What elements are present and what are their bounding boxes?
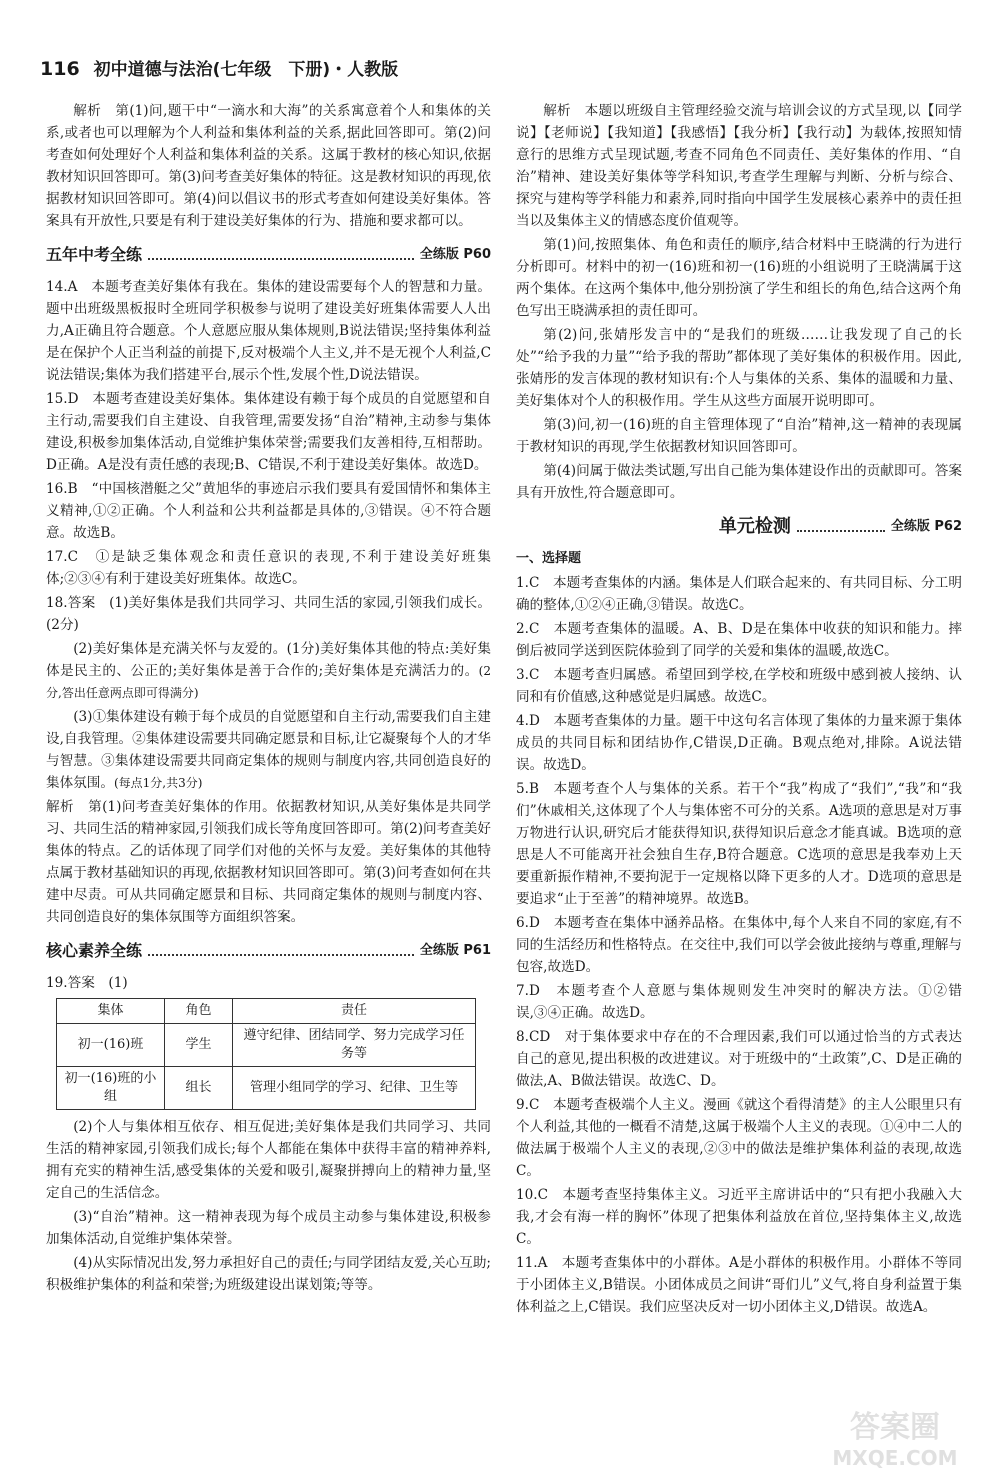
answer-2: 2.C 本题考查集体的温暖。A、B、D是在集体中收获的知识和能力。摔倒后被同学送到医院体验到了同学的关爱和集体的温暖,故选C。	[516, 621, 962, 659]
section-ref: 全练版 P62	[890, 519, 962, 534]
answer-9: 9.C 本题考查极端个人主义。漫画《就这个看得清楚》的主人公眼里只有个人利益,其他的一概看不清楚,这属于极端个人主义的表现。①④中二人的做法属于极端个人主义的表现,②③中的做法是维护集体利益的表现,故选C。	[516, 1097, 962, 1179]
answer-11: 11.A 本题考查集体中的小群体。A是小群体的积极作用。小群体不等同于小团体主义,B错误。小团体成员之间讲“哥们儿”义气,将自身利益置于集体利益之上,C错误。我们应坚决反对一切小团体主义,D错误。故选A。	[516, 1255, 962, 1315]
watermark-bottom: MXQE.COM	[832, 1446, 958, 1470]
answer-19-part4: (4)从实际情况出发,努力承担好自己的责任;与同学团结友爱,关心互助;积极维护集体的利益和荣誉;为班级建设出谋划策;等等。	[46, 1255, 491, 1293]
score-note: (2分,答出任意两点即可得满分)	[46, 664, 491, 700]
table-header: 角色	[165, 999, 233, 1024]
answer-18-head: 18.答案 (1)美好集体是我们共同学习、共同生活的家园,引领我们成长。(2分)	[46, 595, 491, 633]
responsibility-table	[56, 998, 476, 1110]
dotted-leader	[148, 954, 414, 956]
answer-18-part3: (3)①集体建设有赖于每个成员的自觉愿望和自主行动,需要我们自主建设,自我管理。②集体建设需要共同确定愿景和目标,让它凝聚每个人的才华与智慧。③集体建设需要共同商定集体的规则与制度内容,共同创造良好的集体氛围。(每点1分,共3分)	[46, 709, 491, 791]
answer-3: 3.C 本题考查归属感。希望回到学校,在学校和班级中感到被人接纳、认同和有价值感,这种感觉是归属感。故选C。	[516, 667, 962, 705]
table-cell: 遵守纪律、团结同学、努力完成学习任务等	[233, 1024, 476, 1067]
score-note: (每点1分,共3分)	[113, 776, 203, 790]
page-number: 116	[40, 58, 80, 80]
answer-4: 4.D 本题考查集体的力量。题干中这句名言体现了集体的力量来源于集体成员的共同目标和团结协作,C错误,D正确。B观点绝对,排除。A说法错误。故选D。	[516, 713, 962, 773]
analysis-paragraph: 解析 第(1)问,题干中“一滴水和大海”的关系寓意着个人和集体的关系,或者也可以理解为个人利益和集体利益的关系,据此回答即可。第(2)问考查如何处理好个人利益和集体利益的关系。这属于教材的核心知识,依据教材知识回答即可。第(3)问考查美好集体的特征。这是教材知识的再现,依据教材知识回答即可。第(4)问以倡议书的形式考查如何建设美好集体。答案具有开放性,只要是有利于建设美好集体的行为、措施和要求都可以。	[46, 103, 491, 229]
answer-8: 8.CD 对于集体要求中存在的不合理因素,我们可以通过恰当的方式表达自己的意见,提出积极的改进建议。对于班级中的“土政策”,C、D是正确的做法,A、B做法错误。故选C、D。	[516, 1029, 962, 1089]
table-row	[57, 1024, 476, 1067]
subsection-heading: 一、选择题	[516, 551, 582, 566]
section-header-core-literacy	[46, 936, 491, 962]
section-title: 五年中考全练	[46, 245, 143, 264]
table-cell: 初一(16)班	[57, 1024, 165, 1067]
section-ref: 全练版 P61	[419, 943, 491, 958]
analysis-paragraph: 第(2)问,张婧彤发言中的“是我们的班级……让我发现了自己的长处”“给予我的力量”“给予我的帮助”都体现了美好集体的积极作用。因此,张婧彤的发言体现的教材知识有:个人与集体的关系、集体的温暖和力量、美好集体对个人的积极作用。学生从这些方面展开说明即可。	[516, 327, 962, 409]
right-column	[516, 100, 962, 1320]
table-cell: 学生	[165, 1024, 233, 1067]
answer-6: 6.D 本题考查在集体中涵养品格。在集体中,每个人来自不同的家庭,有不同的生活经历和性格特点。在交往中,我们可以学会彼此接纳与尊重,理解与包容,故选D。	[516, 915, 962, 975]
answer-18-analysis: 解析 第(1)问考查美好集体的作用。依据教材知识,从美好集体是共同学习、共同生活的精神家园,引领我们成长等角度回答即可。第(2)问考查美好集体的特点。乙的话体现了同学们对他的关怀与友爱。美好集体的其他特点属于教材基础知识的再现,依据教材知识回答即可。第(3)问考查如何在共建中尽责。可从共同确定愿景和目标、共同商定集体的规则与制度内容、共同创造良好的集体氛围等方面组织答案。	[46, 799, 491, 925]
book-title: 初中道德与法治(七年级 下册)・人教版	[93, 60, 399, 80]
answer-14: 14.A 本题考查美好集体有我在。集体的建设需要每个人的智慧和力量。题中出班级黑板报时全班同学积极参与说明了建设美好班集体需要人人出力,A正确且符合题意。个人意愿应服从集体规则,B说法错误;坚持集体利益是在保护个人正当利益的前提下,反对极端个人主义,并不是无视个人利益,C说法错误;集体为我们搭建平台,展示个性,发展个性,D说法错误。	[46, 279, 491, 383]
answer-1: 1.C 本题考查集体的内涵。集体是人们联合起来的、有共同目标、分工明确的整体,①②④正确,③错误。故选C。	[516, 575, 962, 613]
analysis-paragraph: 第(1)问,按照集体、角色和责任的顺序,结合材料中王晓满的行为进行分析即可。材料中的初一(16)班和初一(16)班的小组说明了王晓满属于这两个集体。在这两个集体中,他分别扮演了学生和组长的角色,结合这两个角色写出王晓满承担的责任即可。	[516, 237, 962, 319]
left-column	[46, 100, 491, 1298]
section-title: 单元检测	[718, 516, 791, 537]
section-header-unit-test	[516, 512, 962, 538]
table-header-row	[57, 999, 476, 1024]
answer-5: 5.B 本题考查个人与集体的关系。若干个“我”构成了“我们”,“我”和“我们”休戚相关,这体现了个人与集体密不可分的关系。A选项的意思是对万事万物进行认识,研究后才能获得知识,获得知识后意念才能真诚。B选项的意思是人不可能离开社会独自生存,B符合题意。C选项的意思是我奉劝上天要重新振作精神,不要拘泥于一定规格以降下更多的人才。D选项的意思是要追求“止于至善”的精神境界。故选B。	[516, 781, 962, 907]
answer-19-part3: (3)“自治”精神。这一精神表现为每个成员主动参与集体建设,积极参加集体活动,自觉维护集体荣誉。	[46, 1209, 491, 1247]
analysis-paragraph: 第(3)问,初一(16)班的自主管理体现了“自治”精神,这一精神的表现属于教材知识的再现,学生依据教材知识回答即可。	[516, 417, 962, 455]
table-cell: 管理小组同学的学习、纪律、卫生等	[233, 1067, 476, 1110]
watermark-top: 答案圈	[850, 1410, 940, 1445]
answer-15: 15.D 本题考查建设美好集体。集体建设有赖于每个成员的自觉愿望和自主行动,需要我们自主建设、自我管理,需要发扬“自治”精神,主动参与集体建设,积极参加集体活动,自觉维护集体荣誉;需要我们友善相待,互相帮助。D正确。A是没有责任感的表现;B、C错误,不利于建设美好集体。故选D。	[46, 391, 491, 473]
table-cell: 初一(16)班的小组	[57, 1067, 165, 1110]
answer-19-head: 19.答案 (1)	[46, 975, 128, 991]
section-ref: 全练版 P60	[419, 247, 491, 262]
section-title: 核心素养全练	[46, 941, 143, 960]
answer-18-part2: (2)美好集体是充满关怀与友爱的。(1分)美好集体其他的特点:美好集体是民主的、公正的;美好集体是善于合作的;美好集体是充满活力的。(2分,答出任意两点即可得满分)	[46, 641, 491, 700]
watermark-logo	[810, 1403, 980, 1473]
answer-7: 7.D 本题考查个人意愿与集体规则发生冲突时的解决方法。①②错误,③④正确。故选D。	[516, 983, 962, 1021]
dotted-leader	[148, 258, 414, 260]
analysis-paragraph: 第(4)问属于做法类试题,写出自己能为集体建设作出的贡献即可。答案具有开放性,符合题意即可。	[516, 463, 962, 501]
answer-19-part2: (2)个人与集体相互依存、相互促进;美好集体是我们共同学习、共同生活的精神家园,引领我们成长;每个人都能在集体中获得丰富的精神养料,拥有充实的精神生活,感受集体的关爱和吸引,凝聚拼搏向上的精神力量,坚定自己的生活信念。	[46, 1119, 491, 1201]
table-row	[57, 1067, 476, 1110]
answer-16: 16.B “中国核潜艇之父”黄旭华的事迹启示我们要具有爱国情怀和集体主义精神,①②正确。个人利益和公共利益都是具体的,③错误。④不符合题意。故选B。	[46, 481, 491, 541]
page-header	[40, 58, 398, 84]
table-header: 集体	[57, 999, 165, 1024]
table-header: 责任	[233, 999, 476, 1024]
analysis-paragraph: 解析 本题以班级自主管理经验交流与培训会议的方式呈现,以【同学说】【老师说】【我知道】【我感悟】【我分析】【我行动】为载体,按照知情意行的思维方式呈现试题,考查不同角色不同责任、美好集体的作用、“自治”精神、建设美好集体等学科知识,考查学生理解与判断、分析与综合、探究与建构等学科能力和素养,同时指向中国学生发展核心素养中的责任担当以及集体主义的情感态度价值观等。	[516, 103, 962, 229]
dotted-leader	[797, 530, 885, 532]
answer-17: 17.C ①是缺乏集体观念和责任意识的表现,不利于建设美好班集体;②③④有利于建设美好班集体。故选C。	[46, 549, 491, 587]
table-cell: 组长	[165, 1067, 233, 1110]
section-header-five-year	[46, 240, 491, 266]
answer-10: 10.C 本题考查坚持集体主义。习近平主席讲话中的“只有把小我融入大我,才会有海一样的胸怀”体现了把集体利益放在首位,坚持集体主义,故选C。	[516, 1187, 962, 1247]
